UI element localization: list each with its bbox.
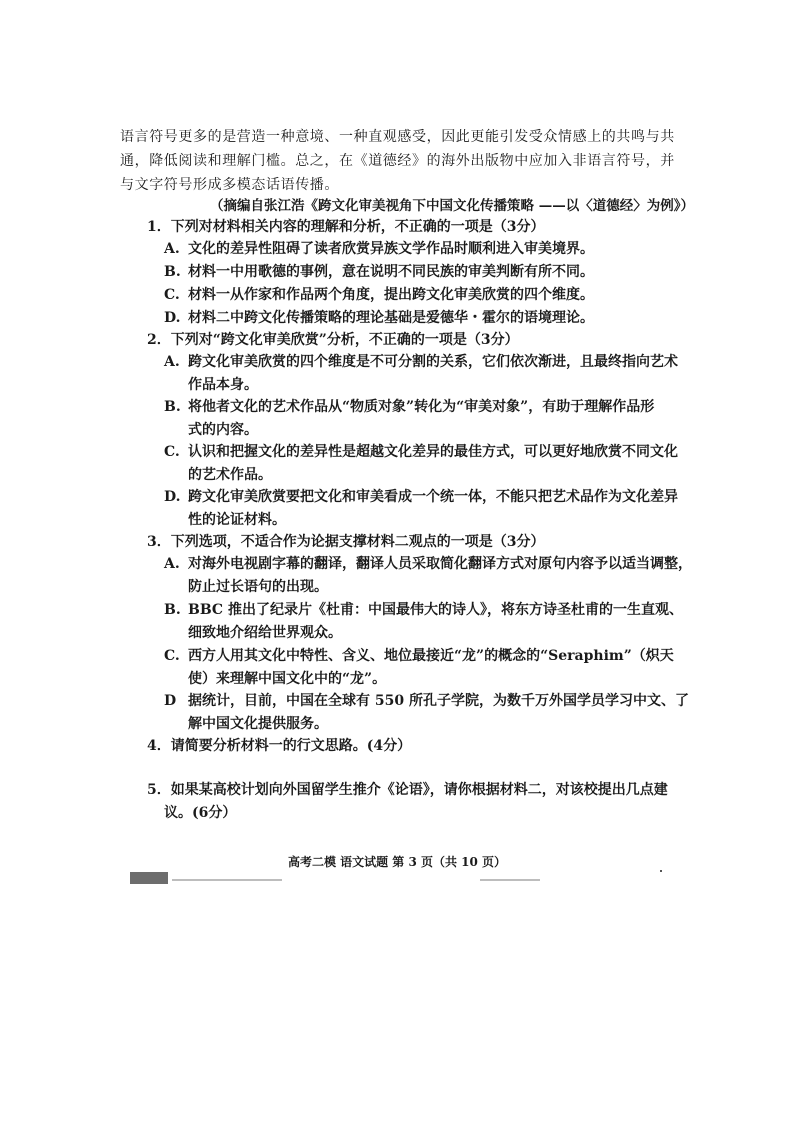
option-text: 使）来理解中国文化中的“龙”。 (188, 671, 387, 687)
option-text: 跨文化审美欣赏要把文化和审美看成一个统一体，不能只把艺术品作为文化差异 (188, 489, 678, 505)
option-text: 将他者文化的艺术作品从“物质对象”转化为“审美对象”，有助于理解作品形 (188, 399, 655, 415)
option-text: 的艺术作品。 (188, 467, 272, 483)
option-letter: B. (164, 264, 181, 280)
scan-artifact (480, 879, 540, 881)
intro-line: 通，降低阅读和理解门槛。总之，在《道德经》的海外出版物中应加入非语言符号，并 (120, 153, 675, 169)
question-5-line: 议。(6分） (164, 805, 237, 821)
scan-artifact (172, 879, 282, 881)
question-5-line: 5．如果某高校计划向外国留学生推介《论语》，请你根据材料二，对该校提出几点建 (147, 782, 668, 798)
option-text: 认识和把握文化的差异性是超越文化差异的最佳方式，可以更好地欣赏不同文化 (188, 444, 678, 460)
scan-artifact (660, 870, 662, 872)
option-letter: A. (164, 354, 180, 370)
option-letter: B. (164, 602, 181, 618)
option-letter: B. (164, 399, 181, 415)
scan-artifact (130, 872, 168, 884)
option-text: 防止过长语句的出现。 (188, 579, 328, 595)
option-text: 细致地介绍给世界观众。 (188, 625, 342, 641)
option-letter: D. (164, 310, 181, 326)
option-text: BBC 推出了纪录片《杜甫：中国最伟大的诗人》，将东方诗圣杜甫的一生直观、 (188, 602, 683, 618)
option-text: 跨文化审美欣赏的四个维度是不可分割的关系，它们依次渐进，且最终指向艺术 (188, 354, 678, 370)
question-4: 4．请简要分析材料一的行文思路。(4分） (147, 738, 412, 754)
option-text: 西方人用其文化中特性、含义、地位最接近“龙”的概念的“Seraphim”（炽天 (188, 648, 674, 664)
page-footer: 高考二模 语文试题 第 3 页（共 10 页） (287, 855, 507, 869)
option-text: 材料二中跨文化传播策略的理论基础是爱德华・霍尔的语境理论。 (188, 310, 594, 326)
option-text: 材料一中用歌德的事例，意在说明不同民族的审美判断有所不同。 (188, 264, 594, 280)
option-letter: C. (164, 444, 180, 460)
option-text: 文化的差异性阻碍了读者欣赏异族文学作品时顺利进入审美境界。 (188, 241, 594, 257)
option-letter: C. (164, 287, 180, 303)
option-text: 解中国文化提供服务。 (188, 716, 328, 732)
question-2-stem: 2．下列对“跨文化审美欣赏”分析，不正确的一项是（3分） (147, 332, 519, 348)
source-citation: （摘编自张江浩《跨文化审美视角下中国文化传播策略 ——以〈道德经〉为例》） (210, 198, 694, 214)
option-text: 对海外电视剧字幕的翻译，翻译人员采取简化翻译方式对原句内容予以适当调整， (188, 556, 692, 572)
option-text: 作品本身。 (188, 377, 258, 393)
option-text: 式的内容。 (188, 422, 258, 438)
option-letter: C. (164, 648, 180, 664)
intro-line: 与文字符号形成多模态话语传播。 (120, 177, 339, 193)
option-letter: A. (164, 241, 180, 257)
option-letter: A. (164, 556, 180, 572)
option-letter: D (164, 693, 177, 709)
intro-line: 语言符号更多的是营造一种意境、一种直观感受，因此更能引发受众情感上的共鸣与共 (120, 129, 675, 145)
option-text: 据统计，目前，中国在全球有 550 所孔子学院，为数千万外国学员学习中文、了 (188, 693, 689, 709)
question-1-stem: 1．下列对材料相关内容的理解和分析，不正确的一项是（3分） (147, 219, 545, 235)
question-3-stem: 3．下列选项，不适合作为论据支撑材料二观点的一项是（3分） (147, 534, 545, 550)
option-letter: D. (164, 489, 181, 505)
option-text: 材料一从作家和作品两个角度，提出跨文化审美欣赏的四个维度。 (188, 287, 594, 303)
option-text: 性的论证材料。 (188, 512, 286, 528)
